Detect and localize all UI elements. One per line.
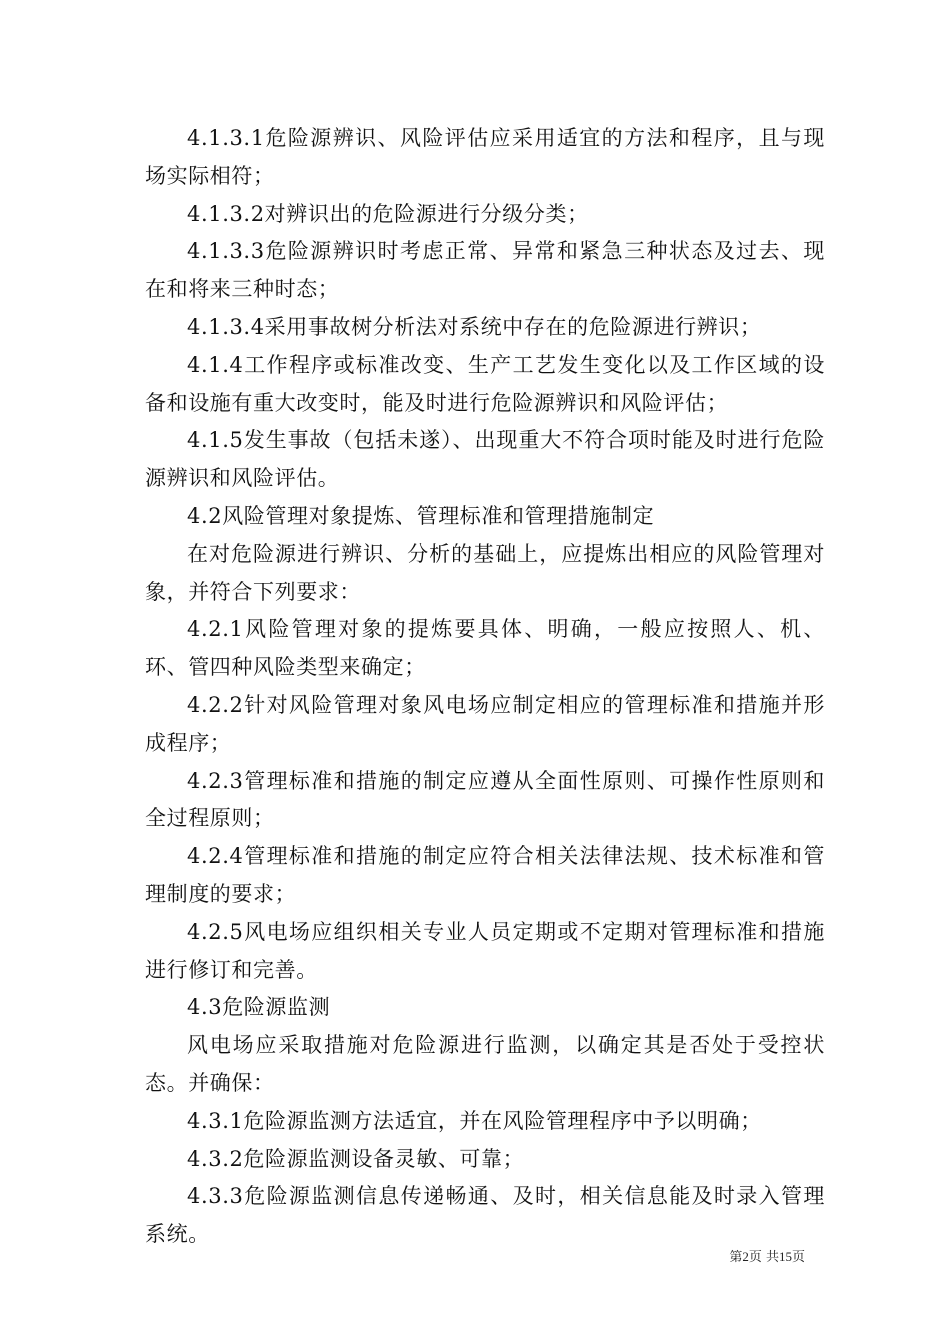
- document-body: [145, 120, 825, 1254]
- paragraph-4-1-3-2: 4.1.3.2对辨识出的危险源进行分级分类；: [187, 201, 589, 226]
- paragraph-4-2-intro: 在对危险源进行辨识、分析的基础上，应提炼出相应的风险管理对象，并符合下列要求：: [145, 541, 825, 604]
- paragraph-4-1-3-3: 4.1.3.3危险源辨识时考虑正常、异常和紧急三种状态及过去、现在和将来三种时态；: [145, 239, 825, 302]
- total-pages-number: 15: [778, 1249, 792, 1264]
- paragraph-4-2-5: 4.2.5风电场应组织相关专业人员定期或不定期对管理标准和措施进行修订和完善。: [145, 919, 825, 982]
- paragraph-4-1-3-1: 4.1.3.1危险源辨识、风险评估应采用适宜的方法和程序，且与现场实际相符；: [145, 126, 825, 188]
- paragraph-4-2-1: 4.2.1风险管理对象的提炼要具体、明确，一般应按照人、机、环、管四种风险类型来确定；: [145, 617, 825, 680]
- paragraph-4-3-1: 4.3.1危险源监测方法适宜，并在风险管理程序中予以明确；: [187, 1108, 762, 1133]
- paragraph-4-2-3: 4.2.3管理标准和措施的制定应遵从全面性原则、可操作性原则和全过程原则；: [145, 768, 825, 831]
- paragraph-4-2-2: 4.2.2针对风险管理对象风电场应制定相应的管理标准和措施并形成程序；: [145, 692, 825, 755]
- paragraph-4-1-4: 4.1.4工作程序或标准改变、生产工艺发生变化以及工作区域的设备和设施有重大改变时，能及时进行危险源辨识和风险评估；: [145, 352, 825, 415]
- paragraph-4-1-5: 4.1.5发生事故（包括未遂）、出现重大不符合项时能及时进行危险源辨识和风险评估。: [145, 428, 825, 491]
- paragraph-4-3-3: 4.3.3危险源监测信息传递畅通、及时，相关信息能及时录入管理系统。: [145, 1184, 825, 1247]
- footer-prefix: 第: [729, 1250, 743, 1265]
- footer-middle: 页 共: [748, 1250, 779, 1265]
- paragraph-4-2-4: 4.2.4管理标准和措施的制定应符合相关法律法规、技术标准和管理制度的要求；: [145, 844, 825, 906]
- paragraph-4-3-2: 4.3.2危险源监测设备灵敏、可靠；: [187, 1146, 525, 1171]
- footer-suffix: 页: [791, 1250, 805, 1265]
- page-number-footer: [600, 1248, 805, 1267]
- paragraph-4-1-3-4: 4.1.3.4采用事故树分析法对系统中存在的危险源进行辨识；: [187, 314, 762, 339]
- section-heading-4-3: 4.3危险源监测: [187, 995, 331, 1020]
- current-page-number: 2: [742, 1249, 749, 1264]
- section-heading-4-2: 4.2风险管理对象提炼、管理标准和管理措施制定: [187, 503, 655, 528]
- paragraph-4-3-intro: 风电场应采取措施对危险源进行监测，以确定其是否处于受控状态。并确保：: [145, 1033, 825, 1095]
